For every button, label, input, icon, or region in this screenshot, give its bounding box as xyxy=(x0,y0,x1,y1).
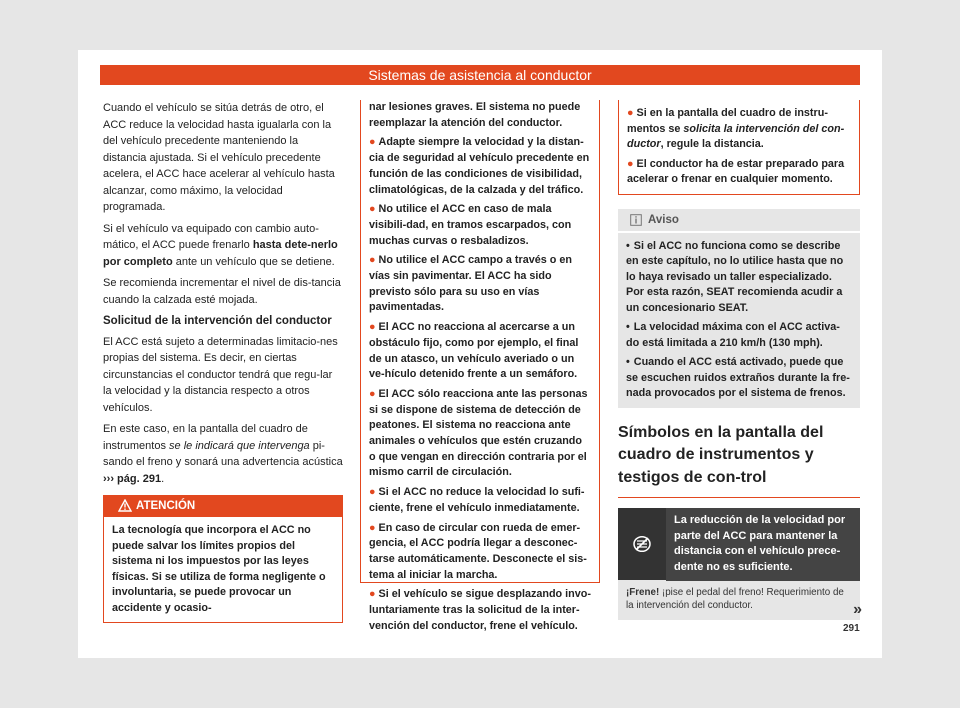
notice-body xyxy=(618,233,860,408)
symbol-note: ¡Frene! ¡pise el pedal del freno! Requerimiento de la intervención del conductor. » xyxy=(626,587,862,618)
section-title: Símbolos en la pantalla del cuadro de instrumentos y testigos de con-trol xyxy=(618,408,860,499)
warning-item: ● El ACC sólo reacciona ante las personas si se dispone de sistema de detección de peatones. El sistema no reacciona ante animales o vehículos que estén cruzando o que vengan en dirección contraria por el mismo carril de circulación. xyxy=(369,387,588,479)
acc-brake-warning-icon xyxy=(618,508,666,580)
warning-box-continued xyxy=(360,100,600,632)
warning-title: ATENCIÓN xyxy=(136,500,196,512)
notice-item: • Si el ACC no funciona como se describe en este capítulo, no lo utilice hasta que no lo haya revisado un taller especializado. Por esta razón, SEAT recomienda acudir a un concesionario SEAT. xyxy=(626,239,844,314)
warning-item: ● Adapte siempre la velocidad y la distan-cia de seguridad al vehículo precedente en función de las condiciones de visibilidad, climatológicas, de la calzada y del tráfico. xyxy=(369,136,590,196)
notice-title: Aviso xyxy=(648,213,679,226)
page-reference-link[interactable]: ››› pág. 291 xyxy=(103,472,162,485)
bullet-icon: ● xyxy=(369,486,376,499)
warning-item: ● Si en la pantalla del cuadro de instru-mentos se solicita la intervención del con-ductor, regule la distancia. xyxy=(627,107,845,150)
bullet-icon: ● xyxy=(369,387,376,400)
warning-item: ● Si el ACC no reduce la velocidad lo sufi-ciente, frene el vehículo inmediatamente. xyxy=(369,486,585,514)
paragraph: Cuando el vehículo se sitúa detrás de otro, el ACC reduce la velocidad hasta igualarla con la del vehículo precedente manteniendo la distancia ajustada. Si el vehículo precedente acelera, el ACC hace acelerar al vehículo hasta alcanzar, como máximo, la velocidad programada. xyxy=(103,102,335,213)
notice-box xyxy=(618,209,860,408)
warning-text: La tecnología que incorpora el ACC no puede salvar los límites propios del sistema ni los impuestos por las leyes físicas. Si se utiliza de forma negligente o involuntaria, se puede provocar un accidente y ocasio- xyxy=(112,524,326,614)
symbol-description: La reducción de la velocidad por parte del ACC para mantener la distancia con el vehículo prece-dente no es suficiente. xyxy=(666,508,860,581)
bullet-icon: ● xyxy=(369,254,376,267)
column-1 xyxy=(103,100,343,623)
warning-item: ● Si el vehículo se sigue desplazando invo-luntariamente tras la solicitud de la inter-vención del conductor, frene el vehículo. xyxy=(369,588,591,632)
bullet-icon: ● xyxy=(627,157,634,170)
bullet-icon: ● xyxy=(369,203,376,216)
notice-item: • La velocidad máxima con el ACC activa-do está limitada a 210 km/h (130 mph). xyxy=(626,321,840,349)
warning-box xyxy=(103,495,343,623)
page-header: Sistemas de asistencia al conductor xyxy=(100,65,860,85)
column-2 xyxy=(360,100,600,632)
bullet-icon: ● xyxy=(369,321,376,334)
notice-header xyxy=(618,209,860,233)
warning-item: ● En caso de circular con rueda de emer-gencia, el ACC podría llegar a desconec-tarse automáticamente. Desconecte el sis-tema al iniciar la marcha. xyxy=(369,521,587,581)
bullet-icon: ● xyxy=(369,588,376,601)
warning-item: ● El conductor ha de estar preparado para acelerar o frenar en cualquier momento. xyxy=(627,157,845,185)
notice-item: • Cuando el ACC está activado, puede que se escuchen ruidos extraños durante la fre-nada provocados por el sistema de frenos. xyxy=(626,356,850,399)
warning-triangle-icon xyxy=(118,499,132,512)
info-icon xyxy=(630,214,642,226)
column-3 xyxy=(618,100,860,620)
warning-item: ● No utilice el ACC campo a través o en vías sin pavimentar. El ACC ha sido previsto sólo para su uso en vías pavimentadas. xyxy=(369,254,572,314)
paragraph: El ACC está sujeto a determinadas limitacio-nes propias del sistema. Es decir, en ciertas circunstancias el conductor tendrá que regu-lar la velocidad y la distancia respecto a otros vehículos. xyxy=(103,335,338,414)
warning-box-continued xyxy=(618,100,860,195)
continue-arrow-icon: » xyxy=(853,601,862,618)
warning-header xyxy=(104,495,342,517)
paragraph: Si el vehículo va equipado con cambio auto-mático, el ACC puede frenarlo hasta dete-nerlo por completo ante un vehículo que se detiene. xyxy=(103,222,338,268)
warning-item: ● El ACC no reacciona al acercarse a un obstáculo fijo, como por ejemplo, el final de un atasco, un vehículo averiado o un ve-hículo detenido frente a un semáforo. xyxy=(369,321,579,381)
bullet-icon: ● xyxy=(369,136,376,149)
paragraph: En este caso, en la pantalla del cuadro de instrumentos se le indicará que intervenga pi-sando el freno y sonará una advertencia acústica ››› pág. 291. xyxy=(103,423,343,485)
subheading: Solicitud de la intervención del conductor xyxy=(103,315,332,327)
paragraph: Se recomienda incrementar el nivel de dis-tancia cuando la calzada esté mojada. xyxy=(103,277,341,306)
page-number: 291 xyxy=(843,623,860,634)
symbol-table xyxy=(618,508,860,620)
warning-item: ● No utilice el ACC en caso de mala visibili-dad, en tramos escarpados, con muchas curvas o resbaladizos. xyxy=(369,203,572,247)
symbol-row xyxy=(618,508,860,581)
bullet-icon: ● xyxy=(369,521,376,534)
bullet-icon: ● xyxy=(627,107,634,119)
warning-intro: nar lesiones graves. El sistema no puede reemplazar la atención del conductor. xyxy=(369,101,581,129)
